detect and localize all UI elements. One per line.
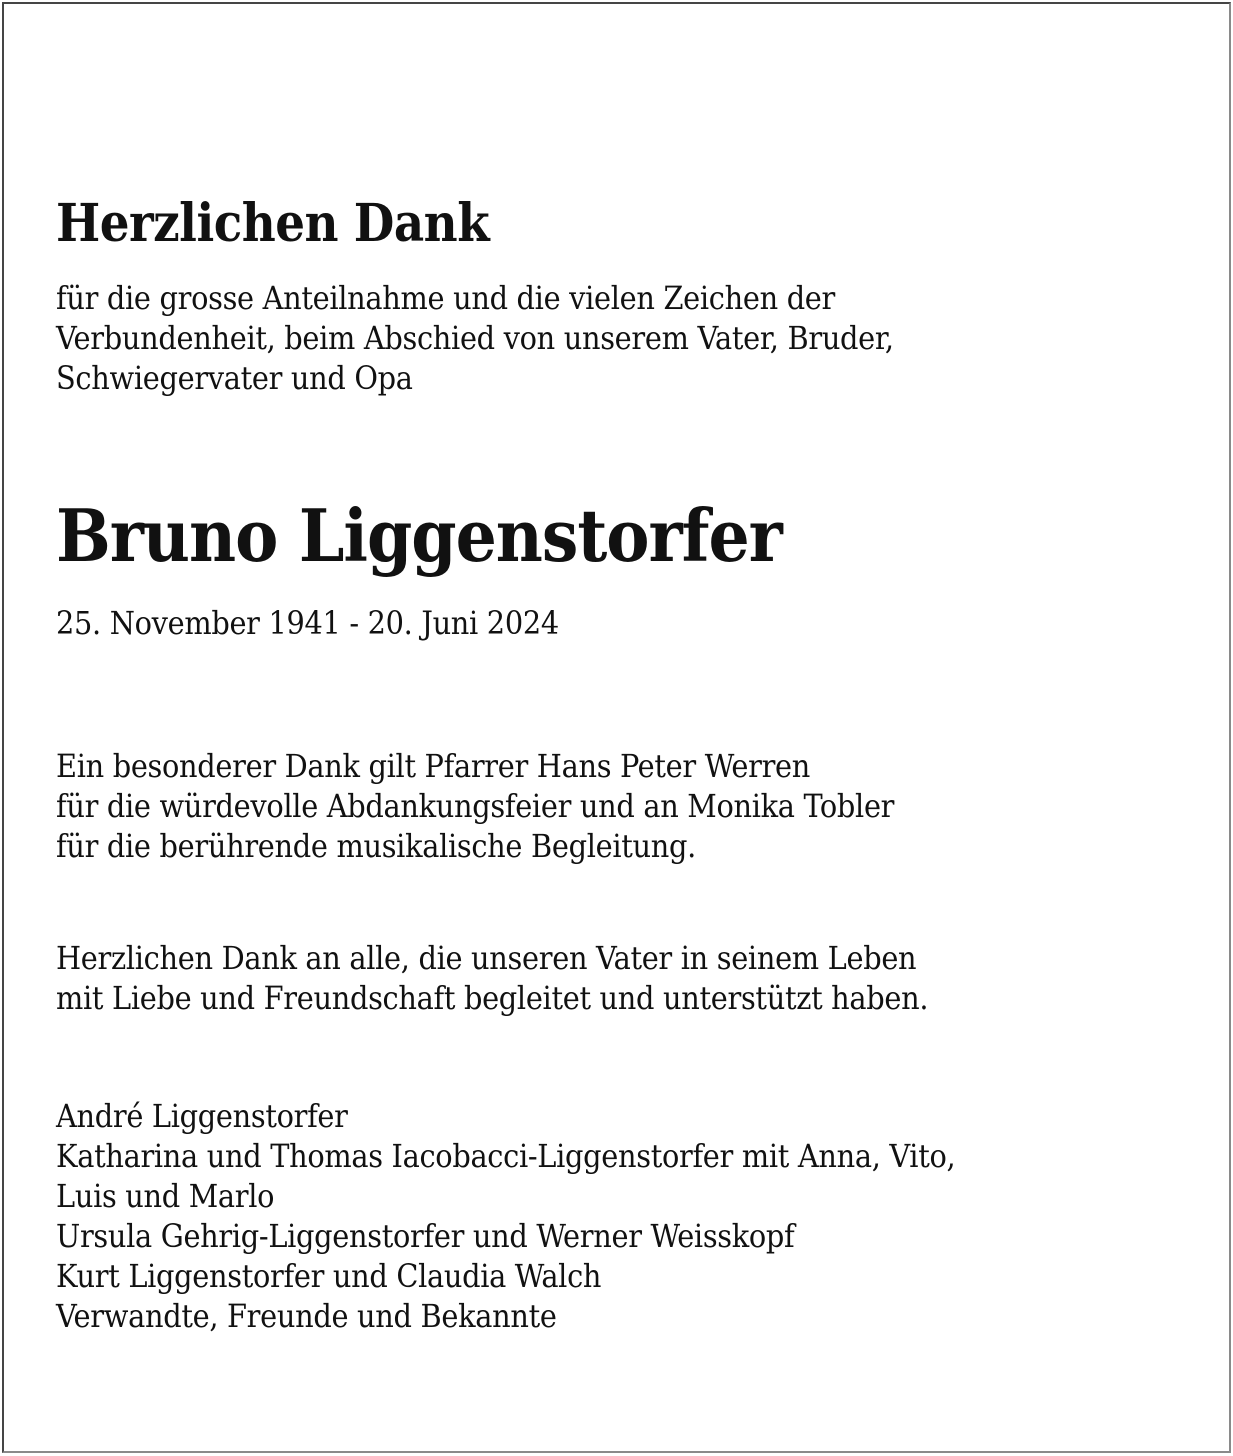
special-thanks-line-2: für die würdevolle Abdankungsfeier und an Monika Tobler: [56, 787, 895, 825]
family-line-2: Katharina und Thomas Iacobacci-Liggenstorfer mit Anna, Vito,: [56, 1137, 956, 1175]
family-line-4: Ursula Gehrig-Liggenstorfer und Werner Weisskopf: [56, 1217, 795, 1255]
intro-line-1: für die grosse Anteilnahme und die vielen Zeichen der: [56, 279, 836, 317]
special-thanks-paragraph: [56, 746, 1213, 866]
deceased-name: Bruno Liggenstorfer: [56, 493, 782, 578]
special-thanks-line-3: für die berührende musikalische Begleitung.: [56, 827, 696, 865]
family-line-3: Luis und Marlo: [56, 1177, 275, 1215]
intro-line-3: Schwiegervater und Opa: [56, 359, 413, 397]
life-dates: [56, 603, 1213, 643]
general-thanks-line-1: Herzlichen Dank an alle, die unseren Vater in seinem Leben: [56, 939, 917, 977]
family-line-6: Verwandte, Freunde und Bekannte: [56, 1297, 557, 1335]
general-thanks-paragraph: [56, 938, 1213, 1018]
intro-line-2: Verbundenheit, beim Abschied von unserem Vater, Bruder,: [56, 319, 894, 357]
special-thanks-line-1: Ein besonderer Dank gilt Pfarrer Hans Peter Werren: [56, 747, 811, 785]
intro-paragraph: [56, 278, 1213, 398]
family-line-1: André Liggenstorfer: [56, 1097, 348, 1135]
thank-you-heading: Herzlichen Dank: [56, 193, 490, 254]
life-dates-text: 25. November 1941 - 20. Juni 2024: [56, 604, 559, 642]
family-signatures: [56, 1096, 1213, 1336]
general-thanks-line-2: mit Liebe und Freundschaft begleitet und unterstützt haben.: [56, 979, 929, 1017]
family-line-5: Kurt Liggenstorfer und Claudia Walch: [56, 1257, 602, 1295]
